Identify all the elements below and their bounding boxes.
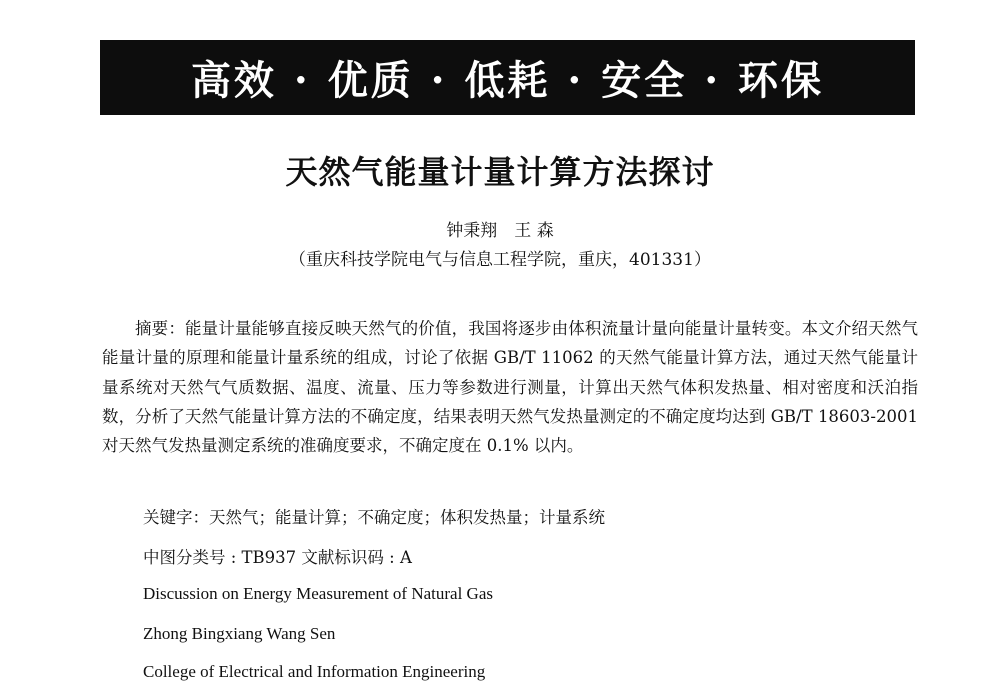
paper-keywords: 关键字：天然气；能量计算；不确定度；体积发热量；计量系统 xyxy=(143,508,605,527)
paper-affiliation: （重庆科技学院电气与信息工程学院，重庆，401331） xyxy=(289,250,711,270)
journal-banner xyxy=(100,40,915,115)
english-title: Discussion on Energy Measurement of Natural Gas xyxy=(143,584,493,603)
english-college: College of Electrical and Information Engineering xyxy=(143,662,486,681)
paper-title: 天然气能量计量计算方法探讨 xyxy=(285,153,715,191)
banner-slogan: 高效 · 优质 · 低耗 · 安全 · 环保 xyxy=(190,57,825,104)
paper-classification: 中图分类号 : TB937 文献标识码 : A xyxy=(143,548,412,567)
paper-authors: 钟秉翔 王 森 xyxy=(446,221,554,241)
paper-abstract: 摘要：能量计量能够直接反映天然气的价值，我国将逐步由体积流量计量向能量计量转变。本文介绍天然气能量计量的原理和能量计量系统的组成，讨论了依据 GB/T 11062 的天然气能量计算方法，通过天然气能量计量系统对天然气气质数据、温度、流量、压力等参数进行测量，计算出天然气体积发热量、相对密度和沃泊指数，分析了天然气能量计算方法的不确定度，结果表明天然气发热量测定的不确定度均达到 GB/T 18603-2001 对天然气发热量测定系统的准确度要求，不确定度在 0.1% 以内。 xyxy=(102,319,918,456)
english-authors: Zhong Bingxiang Wang Sen xyxy=(143,624,336,643)
